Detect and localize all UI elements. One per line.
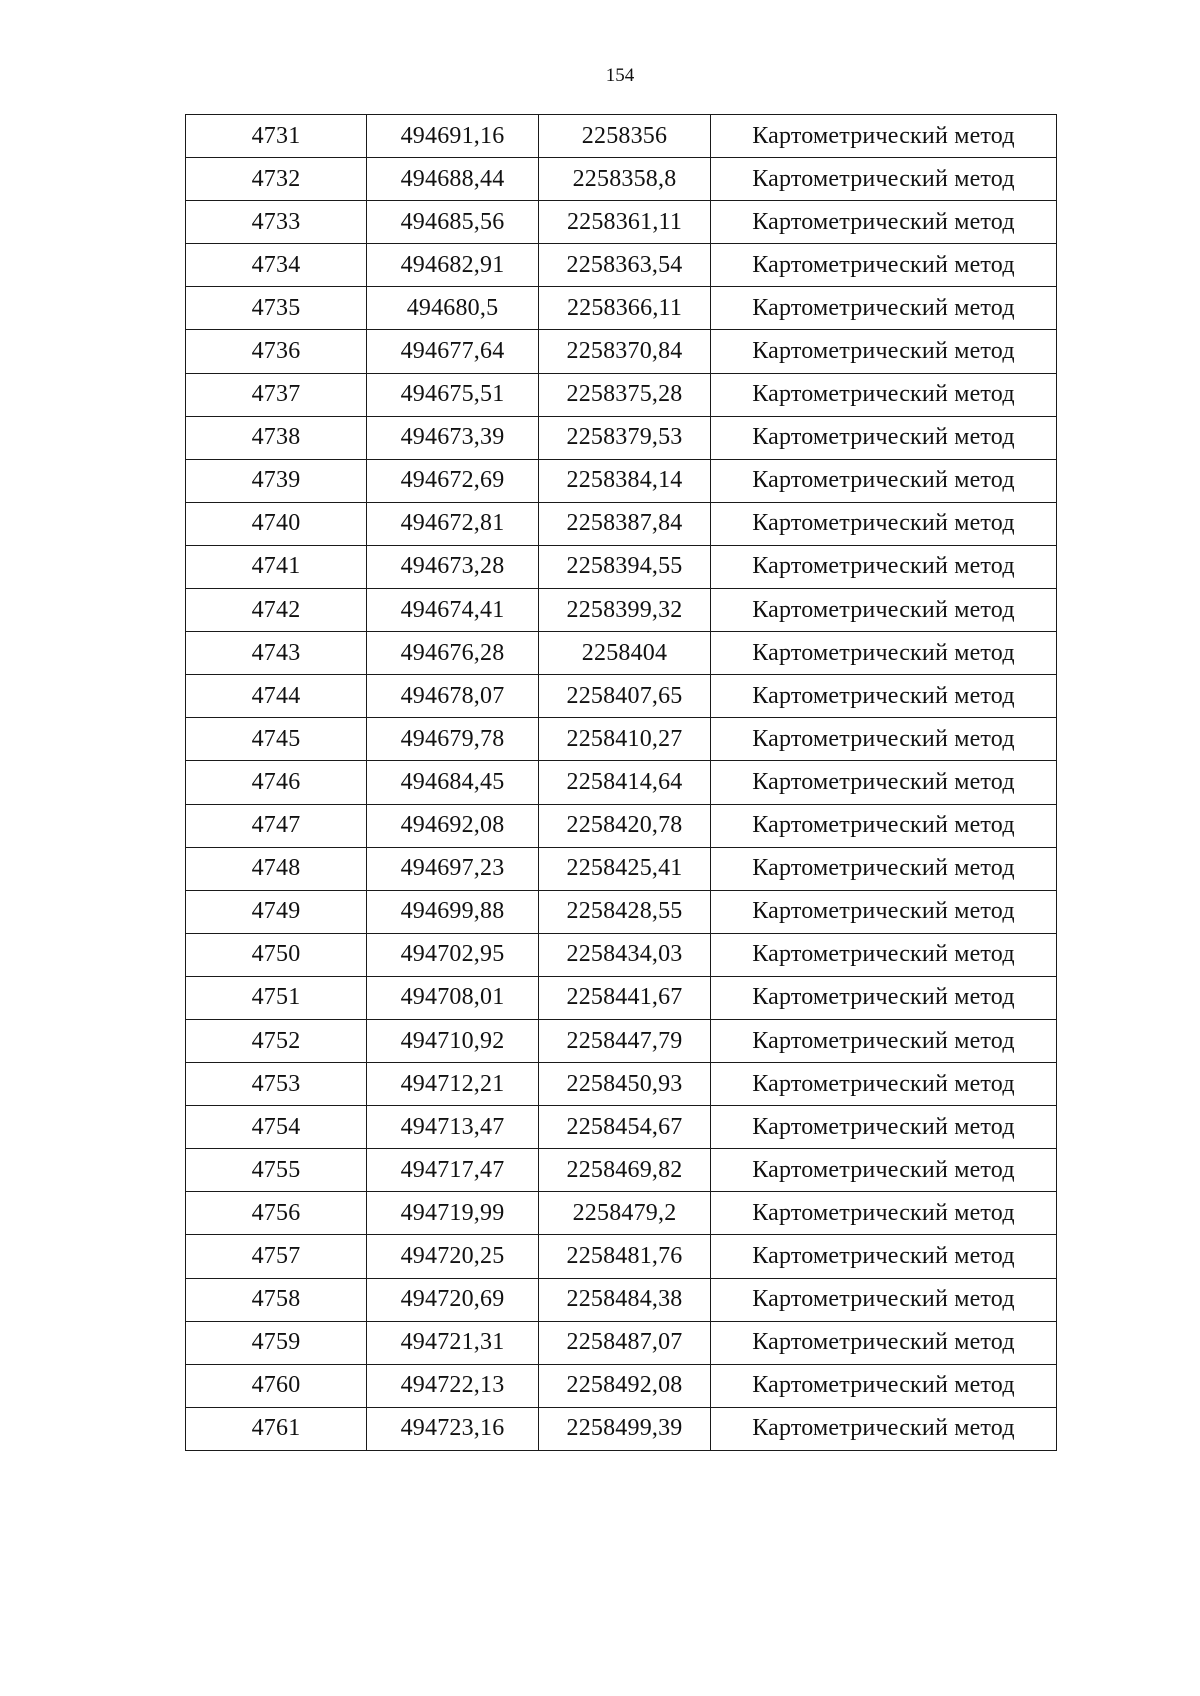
table-row	[186, 1019, 1057, 1062]
table-row	[186, 761, 1057, 804]
table-row	[186, 675, 1057, 718]
y-coordinate-cell: 2258370,84	[539, 330, 711, 373]
x-coordinate-cell: 494710,92	[367, 1019, 539, 1062]
point-number-cell: 4761	[186, 1407, 367, 1450]
y-coordinate-cell: 2258414,64	[539, 761, 711, 804]
y-coordinate-cell: 2258425,41	[539, 847, 711, 890]
method-cell: Картометрический метод	[711, 115, 1057, 158]
x-coordinate-cell: 494688,44	[367, 158, 539, 201]
x-coordinate-cell: 494673,39	[367, 416, 539, 459]
point-number-cell: 4757	[186, 1235, 367, 1278]
y-coordinate-cell: 2258481,76	[539, 1235, 711, 1278]
y-coordinate-cell: 2258399,32	[539, 589, 711, 632]
point-number-cell: 4743	[186, 632, 367, 675]
method-cell: Картометрический метод	[711, 1407, 1057, 1450]
table-row	[186, 1278, 1057, 1321]
table-row	[186, 287, 1057, 330]
y-coordinate-cell: 2258479,2	[539, 1192, 711, 1235]
method-cell: Картометрический метод	[711, 1106, 1057, 1149]
method-cell: Картометрический метод	[711, 632, 1057, 675]
method-cell: Картометрический метод	[711, 847, 1057, 890]
point-number-cell: 4759	[186, 1321, 367, 1364]
y-coordinate-cell: 2258363,54	[539, 244, 711, 287]
x-coordinate-cell: 494674,41	[367, 589, 539, 632]
x-coordinate-cell: 494699,88	[367, 890, 539, 933]
point-number-cell: 4739	[186, 459, 367, 502]
x-coordinate-cell: 494719,99	[367, 1192, 539, 1235]
method-cell: Картометрический метод	[711, 1278, 1057, 1321]
x-coordinate-cell: 494677,64	[367, 330, 539, 373]
method-cell: Картометрический метод	[711, 1364, 1057, 1407]
table-row	[186, 201, 1057, 244]
table-row	[186, 373, 1057, 416]
y-coordinate-cell: 2258469,82	[539, 1149, 711, 1192]
y-coordinate-cell: 2258428,55	[539, 890, 711, 933]
method-cell: Картометрический метод	[711, 1235, 1057, 1278]
method-cell: Картометрический метод	[711, 804, 1057, 847]
point-number-cell: 4750	[186, 933, 367, 976]
point-number-cell: 4744	[186, 675, 367, 718]
y-coordinate-cell: 2258420,78	[539, 804, 711, 847]
y-coordinate-cell: 2258410,27	[539, 718, 711, 761]
x-coordinate-cell: 494720,69	[367, 1278, 539, 1321]
method-cell: Картометрический метод	[711, 1019, 1057, 1062]
y-coordinate-cell: 2258441,67	[539, 976, 711, 1019]
x-coordinate-cell: 494722,13	[367, 1364, 539, 1407]
point-number-cell: 4748	[186, 847, 367, 890]
table-row	[186, 244, 1057, 287]
method-cell: Картометрический метод	[711, 890, 1057, 933]
y-coordinate-cell: 2258407,65	[539, 675, 711, 718]
point-number-cell: 4749	[186, 890, 367, 933]
x-coordinate-cell: 494723,16	[367, 1407, 539, 1450]
x-coordinate-cell: 494684,45	[367, 761, 539, 804]
table-row	[186, 459, 1057, 502]
y-coordinate-cell: 2258356	[539, 115, 711, 158]
method-cell: Картометрический метод	[711, 287, 1057, 330]
method-cell: Картометрический метод	[711, 761, 1057, 804]
point-number-cell: 4732	[186, 158, 367, 201]
method-cell: Картометрический метод	[711, 1192, 1057, 1235]
point-number-cell: 4754	[186, 1106, 367, 1149]
table-row	[186, 1106, 1057, 1149]
x-coordinate-cell: 494702,95	[367, 933, 539, 976]
x-coordinate-cell: 494712,21	[367, 1063, 539, 1106]
y-coordinate-cell: 2258450,93	[539, 1063, 711, 1106]
table-row	[186, 1407, 1057, 1450]
point-number-cell: 4735	[186, 287, 367, 330]
method-cell: Картометрический метод	[711, 1149, 1057, 1192]
y-coordinate-cell: 2258447,79	[539, 1019, 711, 1062]
y-coordinate-cell: 2258487,07	[539, 1321, 711, 1364]
table-row	[186, 976, 1057, 1019]
method-cell: Картометрический метод	[711, 1321, 1057, 1364]
table-row	[186, 545, 1057, 588]
table-row	[186, 1063, 1057, 1106]
point-number-cell: 4731	[186, 115, 367, 158]
point-number-cell: 4742	[186, 589, 367, 632]
method-cell: Картометрический метод	[711, 244, 1057, 287]
method-cell: Картометрический метод	[711, 416, 1057, 459]
point-number-cell: 4747	[186, 804, 367, 847]
y-coordinate-cell: 2258361,11	[539, 201, 711, 244]
method-cell: Картометрический метод	[711, 201, 1057, 244]
method-cell: Картометрический метод	[711, 1063, 1057, 1106]
y-coordinate-cell: 2258366,11	[539, 287, 711, 330]
point-number-cell: 4758	[186, 1278, 367, 1321]
x-coordinate-cell: 494713,47	[367, 1106, 539, 1149]
x-coordinate-cell: 494691,16	[367, 115, 539, 158]
y-coordinate-cell: 2258394,55	[539, 545, 711, 588]
x-coordinate-cell: 494692,08	[367, 804, 539, 847]
table-row	[186, 115, 1057, 158]
page-number: 154	[605, 65, 635, 86]
point-number-cell: 4751	[186, 976, 367, 1019]
table-row	[186, 890, 1057, 933]
x-coordinate-cell: 494720,25	[367, 1235, 539, 1278]
point-number-cell: 4736	[186, 330, 367, 373]
point-number-cell: 4746	[186, 761, 367, 804]
x-coordinate-cell: 494672,81	[367, 502, 539, 545]
method-cell: Картометрический метод	[711, 933, 1057, 976]
method-cell: Картометрический метод	[711, 976, 1057, 1019]
table-row	[186, 1364, 1057, 1407]
x-coordinate-cell: 494676,28	[367, 632, 539, 675]
y-coordinate-cell: 2258375,28	[539, 373, 711, 416]
table-row	[186, 502, 1057, 545]
y-coordinate-cell: 2258358,8	[539, 158, 711, 201]
point-number-cell: 4733	[186, 201, 367, 244]
coordinates-table	[185, 114, 1057, 1451]
x-coordinate-cell: 494682,91	[367, 244, 539, 287]
table-row	[186, 1192, 1057, 1235]
point-number-cell: 4753	[186, 1063, 367, 1106]
point-number-cell: 4741	[186, 545, 367, 588]
method-cell: Картометрический метод	[711, 718, 1057, 761]
x-coordinate-cell: 494717,47	[367, 1149, 539, 1192]
method-cell: Картометрический метод	[711, 158, 1057, 201]
table-row	[186, 1321, 1057, 1364]
method-cell: Картометрический метод	[711, 330, 1057, 373]
method-cell: Картометрический метод	[711, 373, 1057, 416]
x-coordinate-cell: 494675,51	[367, 373, 539, 416]
table-row	[186, 158, 1057, 201]
point-number-cell: 4755	[186, 1149, 367, 1192]
x-coordinate-cell: 494678,07	[367, 675, 539, 718]
y-coordinate-cell: 2258484,38	[539, 1278, 711, 1321]
method-cell: Картометрический метод	[711, 589, 1057, 632]
x-coordinate-cell: 494680,5	[367, 287, 539, 330]
table-row	[186, 330, 1057, 373]
method-cell: Картометрический метод	[711, 459, 1057, 502]
point-number-cell: 4756	[186, 1192, 367, 1235]
x-coordinate-cell: 494672,69	[367, 459, 539, 502]
y-coordinate-cell: 2258492,08	[539, 1364, 711, 1407]
point-number-cell: 4745	[186, 718, 367, 761]
table-row	[186, 933, 1057, 976]
point-number-cell: 4734	[186, 244, 367, 287]
y-coordinate-cell: 2258499,39	[539, 1407, 711, 1450]
y-coordinate-cell: 2258434,03	[539, 933, 711, 976]
point-number-cell: 4737	[186, 373, 367, 416]
y-coordinate-cell: 2258404	[539, 632, 711, 675]
x-coordinate-cell: 494721,31	[367, 1321, 539, 1364]
method-cell: Картометрический метод	[711, 545, 1057, 588]
method-cell: Картометрический метод	[711, 675, 1057, 718]
table-row	[186, 847, 1057, 890]
y-coordinate-cell: 2258454,67	[539, 1106, 711, 1149]
x-coordinate-cell: 494685,56	[367, 201, 539, 244]
table-row	[186, 804, 1057, 847]
x-coordinate-cell: 494697,23	[367, 847, 539, 890]
table-row	[186, 1149, 1057, 1192]
x-coordinate-cell: 494708,01	[367, 976, 539, 1019]
y-coordinate-cell: 2258387,84	[539, 502, 711, 545]
table-row	[186, 718, 1057, 761]
point-number-cell: 4738	[186, 416, 367, 459]
table-row	[186, 632, 1057, 675]
method-cell: Картометрический метод	[711, 502, 1057, 545]
y-coordinate-cell: 2258384,14	[539, 459, 711, 502]
point-number-cell: 4752	[186, 1019, 367, 1062]
x-coordinate-cell: 494679,78	[367, 718, 539, 761]
coordinates-table-body	[186, 115, 1057, 1451]
point-number-cell: 4740	[186, 502, 367, 545]
y-coordinate-cell: 2258379,53	[539, 416, 711, 459]
table-row	[186, 589, 1057, 632]
table-row	[186, 1235, 1057, 1278]
point-number-cell: 4760	[186, 1364, 367, 1407]
x-coordinate-cell: 494673,28	[367, 545, 539, 588]
table-row	[186, 416, 1057, 459]
